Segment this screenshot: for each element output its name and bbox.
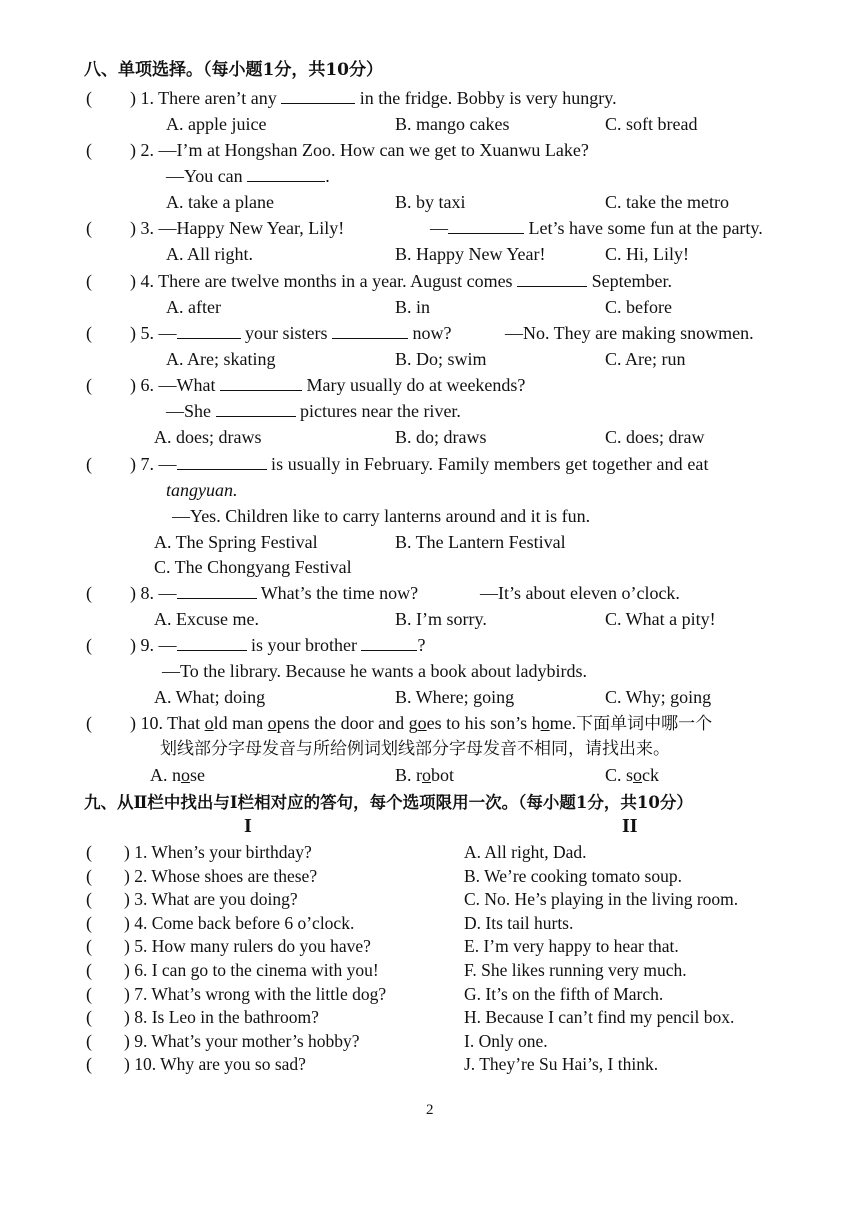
q4-blank: [517, 269, 587, 287]
column-1-item: ) 1. When’s your birthday?: [124, 842, 312, 862]
q10-stem: ) 10. That old man opens the door and goes to his son’s home.下面单词中哪一个: [130, 713, 713, 734]
q8-stem: ) 8. — What’s the time now?: [130, 583, 419, 603]
answer-paren[interactable]: (: [86, 865, 92, 886]
answer-paren[interactable]: (: [86, 842, 92, 862]
q8-option-c[interactable]: C. What a pity!: [605, 609, 716, 629]
q5-option-c[interactable]: C. Are; run: [605, 349, 686, 369]
q9-option-c[interactable]: C. Why; going: [605, 687, 712, 707]
q1-option-b[interactable]: B. mango cakes: [395, 114, 510, 134]
answer-paren[interactable]: (: [86, 271, 92, 291]
section-8-title: 八、单项选择。（每小题1分，共10分）: [84, 60, 383, 80]
answer-paren[interactable]: (: [86, 375, 92, 395]
q1-option-a[interactable]: A. apple juice: [166, 114, 267, 134]
q9-option-b[interactable]: B. Where; going: [395, 687, 515, 707]
q5-blank-1: [177, 321, 241, 339]
answer-paren[interactable]: (: [86, 454, 92, 474]
column-2-header: II: [622, 815, 638, 837]
q5-option-a[interactable]: A. Are; skating: [166, 349, 276, 369]
q2-blank: [247, 164, 325, 182]
page-number: 2: [426, 1102, 434, 1118]
q8-reply: —It’s about eleven o’clock.: [480, 583, 680, 603]
column-1-header: I: [244, 815, 252, 837]
q1-blank: [281, 86, 355, 104]
column-2-item: E. I’m very happy to hear that.: [464, 936, 679, 957]
column-2-item: F. She likes running very much.: [464, 960, 687, 980]
q4-option-c[interactable]: C. before: [605, 297, 672, 317]
q4-option-b[interactable]: B. in: [395, 297, 431, 317]
column-2-item: I. Only one.: [464, 1030, 548, 1051]
q6-blank-1: [220, 373, 302, 391]
section-9-title: 九、从Ⅱ栏中找出与Ⅰ栏相对应的答句，每个选项限用一次。（每小题1分，共10分）: [84, 793, 693, 812]
answer-paren[interactable]: (: [86, 983, 92, 1004]
q2-option-c[interactable]: C. take the metro: [605, 192, 729, 212]
answer-paren[interactable]: (: [86, 936, 92, 957]
q2-option-a[interactable]: A. take a plane: [166, 192, 274, 212]
answer-paren[interactable]: (: [86, 1054, 92, 1075]
q6-blank-2: [216, 399, 296, 417]
column-1-item: ) 7. What’s wrong with the little dog?: [124, 983, 387, 1004]
q9-blank-1: [177, 633, 247, 651]
q3-reply: — Let’s have some fun at the party.: [430, 218, 763, 238]
q10-option-b[interactable]: B. robot: [395, 765, 455, 785]
column-2-item: A. All right, Dad.: [464, 842, 587, 862]
q3-option-c[interactable]: C. Hi, Lily!: [605, 244, 689, 264]
q3-stem: ) 3. —Happy New Year, Lily!: [130, 218, 345, 238]
column-2-item: J. They’re Su Hai’s, I think.: [464, 1054, 659, 1075]
q7-option-c[interactable]: C. The Chongyang Festival: [154, 557, 352, 577]
answer-paren[interactable]: (: [86, 713, 92, 733]
answer-paren[interactable]: (: [86, 635, 92, 655]
q3-option-b[interactable]: B. Happy New Year!: [395, 244, 546, 264]
answer-paren[interactable]: (: [86, 583, 92, 603]
q9-stem: ) 9. — is your brother ?: [130, 635, 426, 655]
q6-option-a[interactable]: A. does; draws: [154, 427, 262, 447]
answer-paren[interactable]: (: [86, 960, 92, 980]
q2-stem: ) 2. —I’m at Hongshan Zoo. How can we get to Xuanwu Lake?: [130, 140, 589, 160]
column-1-item: ) 8. Is Leo in the bathroom?: [124, 1007, 319, 1028]
q1-stem: ) 1. There aren’t any in the fridge. Bobby is very hungry.: [130, 88, 617, 108]
q3-option-a[interactable]: A. All right.: [166, 244, 254, 264]
q8-option-b[interactable]: B. I’m sorry.: [395, 609, 487, 629]
answer-paren[interactable]: (: [86, 140, 92, 160]
q7-option-a[interactable]: A. The Spring Festival: [154, 532, 318, 552]
q4-option-a[interactable]: A. after: [166, 297, 221, 317]
q8-blank: [177, 581, 257, 599]
q5-stem: ) 5. — your sisters now?: [130, 323, 452, 343]
column-1-item: ) 5. How many rulers do you have?: [124, 936, 371, 957]
q9-blank-2: [361, 633, 417, 651]
column-2-item: H. Because I can’t find my pencil box.: [464, 1007, 735, 1028]
q5-blank-2: [332, 321, 408, 339]
q7-stem: ) 7. — is usually in February. Family members get together and eat: [130, 454, 709, 474]
q9-option-a[interactable]: A. What; doing: [154, 687, 266, 707]
answer-paren[interactable]: (: [86, 1030, 92, 1051]
q6-reply: —She pictures near the river.: [166, 401, 461, 421]
q7-italic: tangyuan.: [166, 480, 238, 500]
column-1-item: ) 4. Come back before 6 o’clock.: [124, 912, 355, 933]
column-1-item: ) 10. Why are you so sad?: [124, 1054, 306, 1075]
q7-reply: —Yes. Children like to carry lanterns around and it is fun.: [172, 506, 591, 526]
q10-option-c[interactable]: C. sock: [605, 765, 660, 785]
column-1-item: ) 3. What are you doing?: [124, 889, 298, 910]
q3-blank: [448, 216, 524, 234]
answer-paren[interactable]: (: [86, 88, 92, 108]
answer-paren[interactable]: (: [86, 218, 92, 238]
q1-option-c[interactable]: C. soft bread: [605, 114, 698, 134]
q6-option-c[interactable]: C. does; draw: [605, 427, 705, 447]
answer-paren[interactable]: (: [86, 1007, 92, 1028]
answer-paren[interactable]: (: [86, 323, 92, 343]
q8-option-a[interactable]: A. Excuse me.: [154, 609, 259, 629]
q6-stem: ) 6. —What Mary usually do at weekends?: [130, 375, 526, 395]
q2-option-b[interactable]: B. by taxi: [395, 192, 466, 212]
column-2-item: C. No. He’s playing in the living room.: [464, 889, 739, 910]
q7-option-b[interactable]: B. The Lantern Festival: [395, 532, 566, 552]
q10-option-a[interactable]: A. nose: [150, 765, 205, 785]
q5-reply: —No. They are making snowmen.: [505, 323, 754, 343]
q2-reply: —You can .: [166, 166, 330, 186]
q6-option-b[interactable]: B. do; draws: [395, 427, 487, 447]
column-2-item: D. Its tail hurts.: [464, 912, 574, 933]
column-2-item: B. We’re cooking tomato soup.: [464, 865, 682, 886]
column-1-item: ) 2. Whose shoes are these?: [124, 865, 318, 886]
q9-reply: —To the library. Because he wants a book about ladybirds.: [162, 661, 587, 681]
answer-paren[interactable]: (: [86, 912, 92, 933]
column-2-item: G. It’s on the fifth of March.: [464, 983, 664, 1004]
q7-blank: [177, 452, 267, 470]
answer-paren[interactable]: (: [86, 889, 92, 910]
column-1-item: ) 9. What’s your mother’s hobby?: [124, 1030, 360, 1051]
column-1-item: ) 6. I can go to the cinema with you!: [124, 960, 379, 980]
q5-option-b[interactable]: B. Do; swim: [395, 349, 487, 369]
q10-instruction: 划线部分字母发音与所给例词划线部分字母发音不相同，请找出来。: [160, 739, 670, 759]
q4-stem: ) 4. There are twelve months in a year. August comes September.: [130, 271, 673, 291]
